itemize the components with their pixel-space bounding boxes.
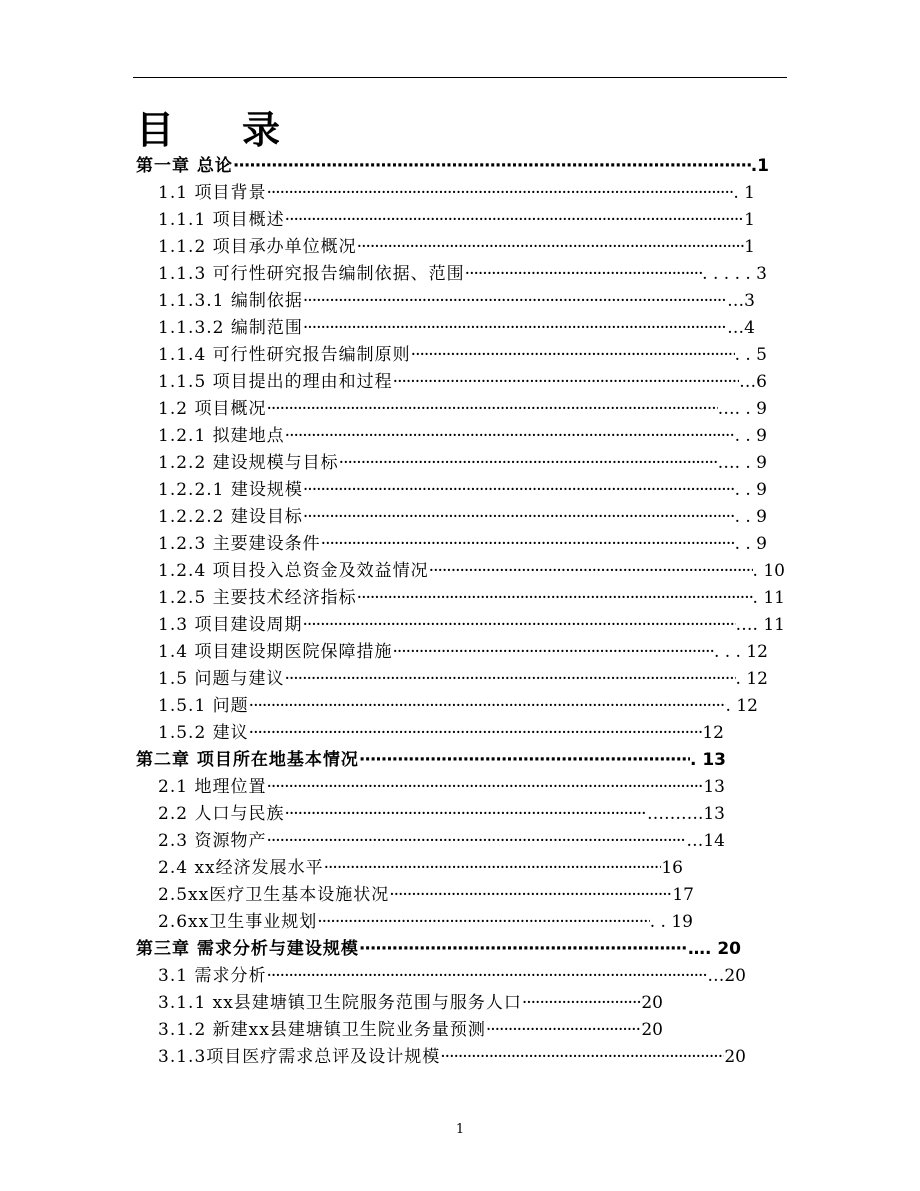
- dot-leader: [303, 477, 735, 504]
- toc-entry-page: …4: [727, 318, 755, 338]
- toc-entry-label: 1.2.2.1 建设规模: [158, 480, 303, 500]
- toc-entry[interactable]: [158, 207, 755, 234]
- toc-entry-label: 1.5.1 问题: [158, 696, 249, 716]
- dot-leader: [303, 288, 727, 315]
- toc-entry-label: 1.2.1 拟建地点: [158, 426, 285, 446]
- toc-entry-label: 1.2.2.2 建设目标: [158, 507, 303, 527]
- dot-leader: [321, 531, 735, 558]
- toc-entry-label: 3.1.1 xx县建塘镇卫生院服务范围与服务人口: [158, 993, 522, 1013]
- dot-leader: [284, 801, 647, 828]
- toc-entry[interactable]: [158, 558, 785, 585]
- toc-entry-label: 1.2.3 主要建设条件: [158, 534, 321, 554]
- toc-entry[interactable]: [158, 585, 785, 612]
- toc-entry-label: 3.1.3项目医疗需求总评及设计规模: [158, 1047, 441, 1067]
- toc-entry-label: 1.2 项目概况: [158, 399, 267, 419]
- toc-entry[interactable]: [158, 369, 767, 396]
- toc-entry-page: …. 20: [687, 939, 741, 959]
- toc-entry[interactable]: [158, 693, 758, 720]
- dot-leader: [266, 963, 707, 990]
- dot-leader: [522, 990, 642, 1017]
- toc-entry[interactable]: [158, 882, 694, 909]
- toc-entry-page: . 11: [752, 588, 785, 608]
- dot-leader: [392, 639, 713, 666]
- toc-entry[interactable]: [158, 477, 767, 504]
- toc-entry-page: 13: [703, 777, 725, 797]
- toc-entry-page: . . . 12: [713, 642, 768, 662]
- dot-leader: [357, 585, 753, 612]
- toc-entry-page: …. . 9: [717, 453, 767, 473]
- dot-leader: [249, 693, 726, 720]
- toc-entry[interactable]: [158, 855, 683, 882]
- toc-entry-label: 1.1.2 项目承办单位概况: [158, 237, 357, 257]
- dot-leader: [357, 234, 745, 261]
- dot-leader: [233, 153, 751, 180]
- dot-leader: [285, 207, 745, 234]
- dot-leader: [324, 855, 662, 882]
- toc-entry-page: 20: [641, 993, 663, 1013]
- dot-leader: [303, 504, 735, 531]
- dot-leader: [359, 936, 688, 963]
- dot-leader: [285, 423, 735, 450]
- toc-entry-label: 1.1.5 项目提出的理由和过程: [158, 372, 393, 392]
- toc-entry-page: . 12: [725, 696, 758, 716]
- dot-leader: [266, 828, 686, 855]
- page-number: 1: [455, 1122, 465, 1137]
- toc-entry-label: 1.1 项目背景: [158, 183, 267, 203]
- toc-entry-page: . . 9: [734, 507, 767, 527]
- toc-entry[interactable]: [158, 342, 767, 369]
- toc-entry[interactable]: [158, 234, 755, 261]
- toc-entry[interactable]: [158, 1017, 663, 1044]
- toc-entry[interactable]: [158, 531, 767, 558]
- toc-entry-page: . . 9: [734, 480, 767, 500]
- toc-entry[interactable]: [158, 288, 755, 315]
- toc-entry-label: 1.3 项目建设周期: [158, 615, 303, 635]
- toc-entry[interactable]: [158, 612, 785, 639]
- toc-entry-page: 20: [724, 1047, 746, 1067]
- toc-entry-page: …. . 9: [717, 399, 767, 419]
- toc-entry-label: 2.6xx卫生事业规划: [158, 912, 318, 932]
- toc-entry-chapter-3[interactable]: [136, 936, 741, 963]
- toc-entry[interactable]: [158, 720, 724, 747]
- dot-leader: [389, 882, 672, 909]
- toc-entry-label: 1.2.5 主要技术经济指标: [158, 588, 357, 608]
- toc-entry-label: 3.1.2 新建xx县建塘镇卫生院业务量预测: [158, 1020, 486, 1040]
- toc-entry-label: 第三章 需求分析与建设规模: [136, 939, 359, 959]
- toc-entry-page: …. 11: [735, 615, 785, 635]
- toc-entry[interactable]: [158, 315, 755, 342]
- toc-entry-label: 1.1.3 可行性研究报告编制依据、范围: [158, 264, 465, 284]
- title-char-2: 录: [242, 108, 281, 152]
- toc-entry[interactable]: [158, 423, 767, 450]
- toc-entry-label: 2.2 人口与民族: [158, 804, 285, 824]
- dot-leader: [266, 774, 703, 801]
- toc-entry-page: 20: [641, 1020, 663, 1040]
- toc-entry-label: 2.4 xx经济发展水平: [158, 858, 324, 878]
- dot-leader: [249, 720, 703, 747]
- toc-entry[interactable]: [158, 1044, 746, 1071]
- toc-entry-label: 1.5 问题与建议: [158, 669, 285, 689]
- toc-entry[interactable]: [158, 180, 755, 207]
- toc-entry-page: . 13: [689, 750, 726, 770]
- toc-entry-page: . . 9: [734, 426, 767, 446]
- dot-leader: [440, 1044, 724, 1071]
- toc-entry[interactable]: [158, 261, 767, 288]
- toc-entry-chapter-1[interactable]: [136, 153, 769, 180]
- toc-entry-page: .1: [750, 156, 769, 176]
- toc-entry-label: 1.5.2 建议: [158, 723, 249, 743]
- dot-leader: [359, 747, 690, 774]
- toc-entry[interactable]: [158, 963, 746, 990]
- toc-entry-label: 2.5xx医疗卫生基本设施状况: [158, 885, 390, 905]
- toc-entry-page: 1: [744, 237, 755, 257]
- toc-entry-page: . 1: [733, 183, 755, 203]
- toc-entry-page: . 10: [752, 561, 785, 581]
- toc-entry-label: 第二章 项目所在地基本情况: [136, 750, 359, 770]
- dot-leader: [266, 396, 717, 423]
- toc-entry[interactable]: [158, 666, 768, 693]
- toc-entry-label: 2.3 资源物产: [158, 831, 267, 851]
- toc-entry[interactable]: [158, 639, 768, 666]
- toc-entry-label: 1.2.4 项目投入总资金及效益情况: [158, 561, 429, 581]
- toc-entry[interactable]: [158, 396, 767, 423]
- dot-leader: [429, 558, 753, 585]
- toc-entry-page: 1: [744, 210, 755, 230]
- toc-entry-page: …6: [739, 372, 767, 392]
- toc-entry-page: . . . . . 3: [702, 264, 767, 284]
- dot-leader: [339, 450, 718, 477]
- toc-entry-label: 3.1 需求分析: [158, 966, 267, 986]
- toc-entry-page: . . 5: [734, 345, 767, 365]
- dot-leader: [302, 612, 735, 639]
- toc-entry-label: 1.2.2 建设规模与目标: [158, 453, 339, 473]
- toc-entry-page: 16: [661, 858, 683, 878]
- toc-entry-page: …3: [727, 291, 755, 311]
- dot-leader: [317, 909, 650, 936]
- toc-entry-page: . . 9: [734, 534, 767, 554]
- toc-entry[interactable]: [158, 450, 767, 477]
- dot-leader: [303, 315, 727, 342]
- toc-entry-page: . 12: [735, 669, 768, 689]
- toc-entry-label: 1.1.4 可行性研究报告编制原则: [158, 345, 411, 365]
- toc-entry-page: 17: [672, 885, 694, 905]
- dot-leader: [393, 369, 740, 396]
- toc-entry[interactable]: [158, 909, 693, 936]
- toc-entry-chapter-2[interactable]: [136, 747, 726, 774]
- toc-entry-page: …14: [686, 831, 725, 851]
- toc-entry-label: 1.4 项目建设期医院保障措施: [158, 642, 393, 662]
- toc-entry[interactable]: [158, 774, 725, 801]
- toc-entry[interactable]: [158, 504, 767, 531]
- toc-entry-page: …20: [707, 966, 746, 986]
- dot-leader: [486, 1017, 642, 1044]
- toc-entry-label: 1.1.3.1 编制依据: [158, 291, 303, 311]
- dot-leader: [411, 342, 735, 369]
- toc-entry-page: 12: [702, 723, 724, 743]
- toc-entry-label: 第一章 总论: [136, 156, 233, 176]
- toc-entry-page: . . 19: [649, 912, 693, 932]
- toc-entry-label: 2.1 地理位置: [158, 777, 267, 797]
- toc-entry[interactable]: [158, 990, 663, 1017]
- dot-leader: [284, 666, 735, 693]
- toc-entry[interactable]: [158, 801, 725, 828]
- toc-entry-label: 1.1.1 项目概述: [158, 210, 285, 230]
- toc-entry[interactable]: [158, 828, 725, 855]
- dot-leader: [465, 261, 702, 288]
- title-char-1: 目: [136, 108, 175, 152]
- toc-entry-page: ……….13: [646, 804, 725, 824]
- dot-leader: [266, 180, 733, 207]
- toc-entry-label: 1.1.3.2 编制范围: [158, 318, 303, 338]
